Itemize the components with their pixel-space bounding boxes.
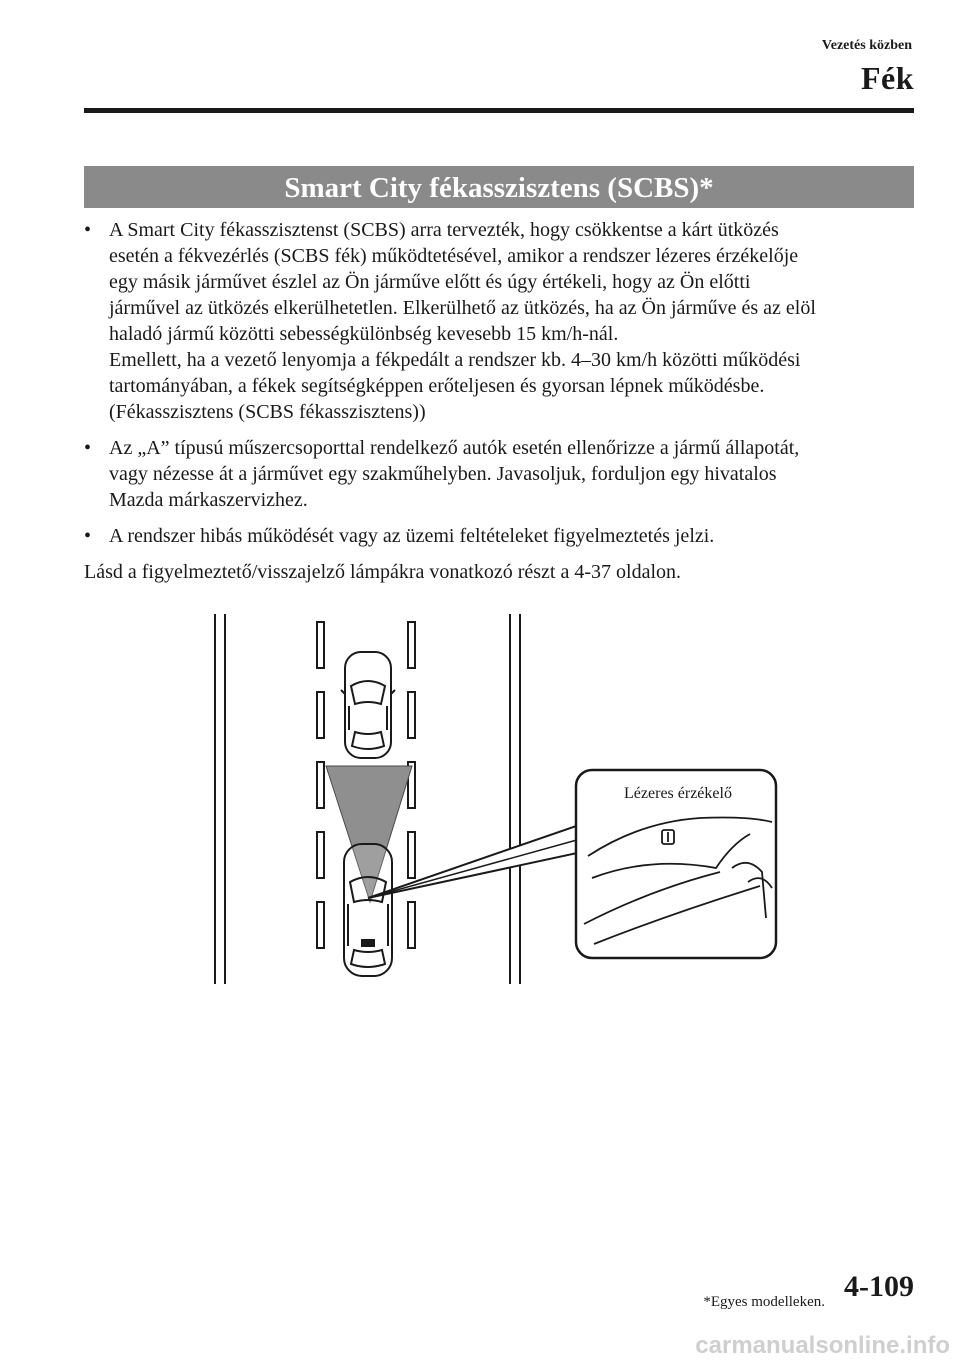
road-edge-left	[215, 614, 225, 984]
bullet-item	[84, 217, 914, 425]
header-rule	[84, 108, 914, 113]
footnote: *Egyes modelleken.	[703, 1294, 825, 1310]
bullet-icon: •	[84, 219, 92, 241]
callout-label: Lézeres érzékelő	[624, 785, 732, 802]
bullet-line: járművel az ütközés elkerülhetetlen. Elkerülhető az ütközés, ha az Ön járműve és az elöl	[109, 297, 816, 319]
bullet-line: esetén a fékvezérlés (SCBS fék) működtetésével, amikor a rendszer lézeres érzékelője	[109, 245, 799, 267]
bullet-line: Az „A” típusú műszercsoporttal rendelkező autók esetén ellenőrizze a jármű állapotát,	[109, 437, 800, 459]
bullet-line: haladó jármű közötti sebességkülönbség kevesebb 15 km/h-nál.	[109, 323, 619, 345]
page-number: 4-109	[844, 1270, 914, 1303]
bullet-line: A rendszer hibás működését vagy az üzemi feltételeket figyelmeztetés jelzi.	[109, 525, 715, 547]
bullet-item	[84, 523, 914, 549]
topic-banner: Smart City fékasszisztens (SCBS)*	[84, 166, 914, 208]
bullet-line: A Smart City fékasszisztenst (SCBS) arra tervezték, hogy csökkentse a kárt ütközés	[109, 219, 779, 241]
bullet-line: tartományában, a fékek segítségképpen erőteljesen és gyorsan lépnek működésbe.	[109, 375, 765, 397]
bullet-line: vagy nézesse át a járművet egy szakműhelyben. Javasoljuk, forduljon egy hivatalos	[109, 463, 777, 485]
section-heading: Vezetés közben	[821, 38, 912, 53]
body-content	[84, 217, 914, 585]
bullet-line: Emellett, ha a vezető lenyomja a fékpedált a rendszer kb. 4–30 km/h közötti működési	[109, 349, 801, 371]
lane-marking-right	[408, 622, 415, 948]
bullet-line: egy másik járművet észlel az Ön járműve előtt és úgy értékeli, hogy az Ön előtti	[109, 271, 751, 293]
bullet-icon: •	[84, 437, 92, 459]
bullet-item	[84, 435, 914, 513]
reference-text: Lásd a figyelmeztető/visszajelző lámpákra vonatkozó részt a 4-37 oldalon.	[84, 561, 682, 583]
watermark: carmanualsonline.info	[695, 1332, 950, 1359]
bullet-icon: •	[84, 525, 92, 547]
lead-car-icon	[341, 652, 395, 758]
callout-pointer	[368, 824, 582, 898]
lane-marking-left	[317, 622, 324, 948]
own-car-icon	[344, 844, 392, 976]
bullet-line: Mazda márkaszervizhez.	[109, 489, 308, 511]
bullet-line: (Fékasszisztens (SCBS fékasszisztens))	[109, 401, 426, 423]
chapter-title: Fék	[860, 60, 914, 96]
scbs-illustration	[200, 606, 800, 988]
road-edge-right	[510, 614, 520, 984]
